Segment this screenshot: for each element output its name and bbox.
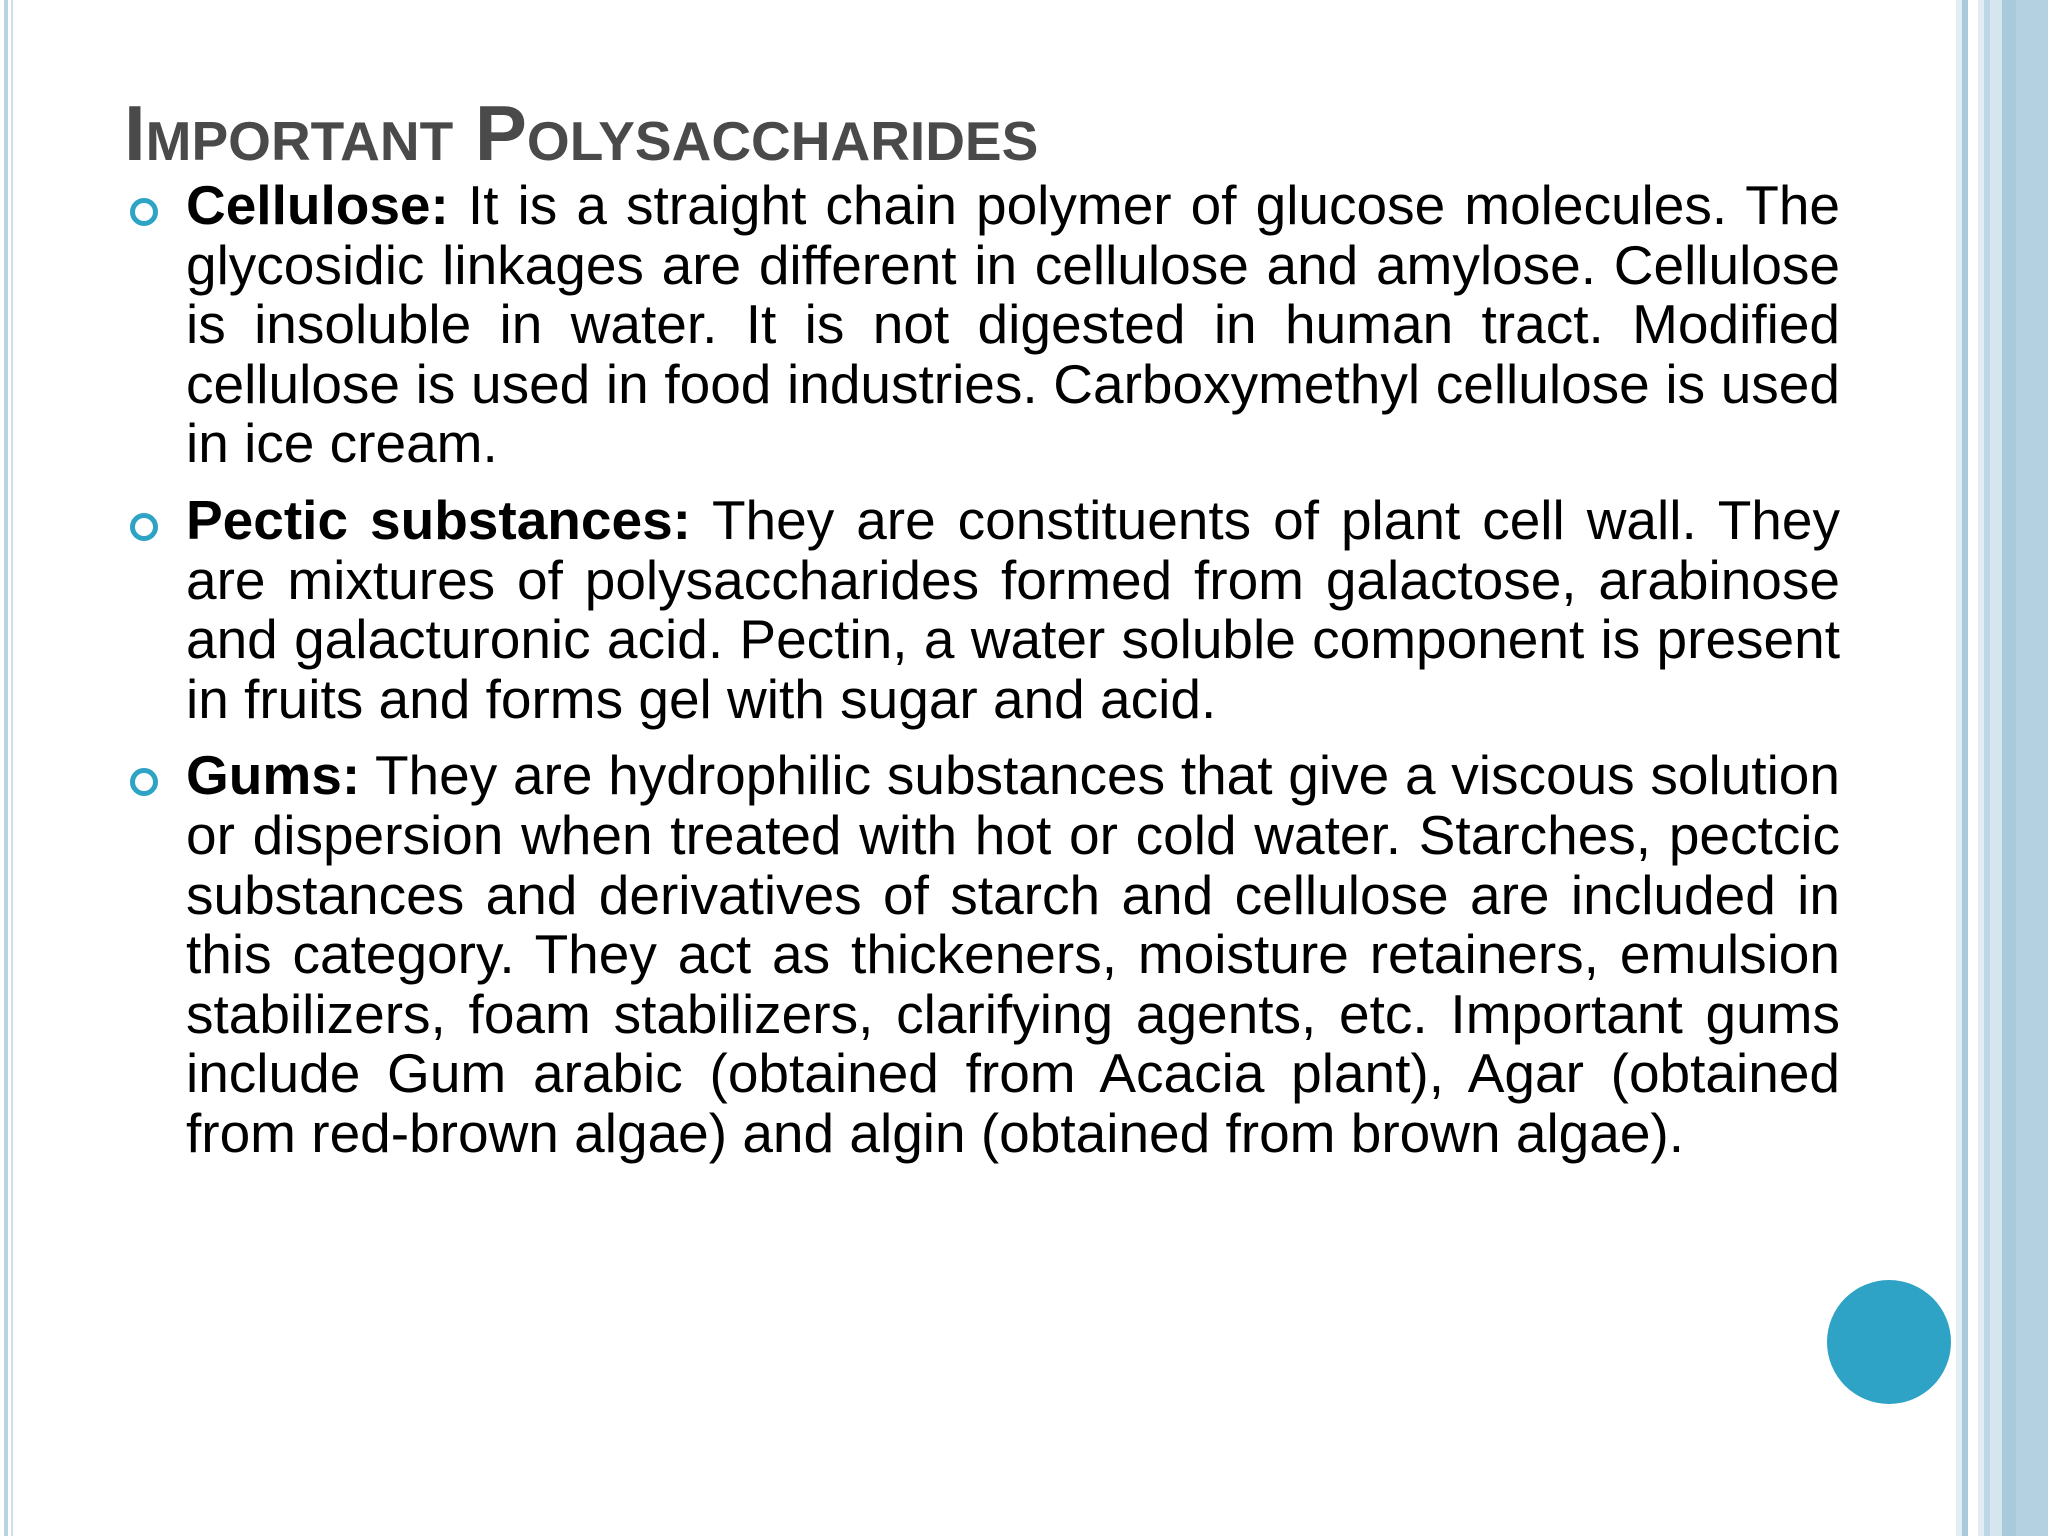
- stripe: [2016, 0, 2048, 1536]
- bullet-text: They are constituents of plant cell wall. They are mixtures of polysaccharides formed from galactose, arabinose and galacturonic acid. Pectin, a water soluble component is present in fruits and forms gel with sugar and acid.: [186, 488, 1840, 730]
- accent-circle: [1827, 1280, 1951, 1404]
- bullet-item-pectic-substances: [126, 488, 1840, 730]
- bullet-term: Pectic substances:: [186, 488, 691, 551]
- bullet-term: Cellulose:: [186, 174, 449, 236]
- stripe: [2002, 0, 2016, 1536]
- bullet-item-gums: [126, 746, 1840, 1163]
- bullet-text: It is a straight chain polymer of glucose molecules. The glycosidic linkages are different in cellulose and amylose. Cellulose is insoluble in water. It is not digested in human tract. Modified cellulose is used in food industries. Carboxymethyl cellulose is used in ice cream.: [186, 174, 1840, 475]
- bullet-text: They are hydrophilic substances that give a viscous solution or dispersion when treated with hot or cold water. Starches, pectcic substances and derivatives of starch and cellulose are included in this category. They act as thickeners, moisture retainers, emulsion stabilizers, foam stabilizers, clarifying agents, etc. Important gums include Gum arabic (obtained from Acacia plant), Agar (obtained from red-brown algae) and algin (obtained from brown algae).: [186, 744, 1840, 1164]
- bullet-circle-icon: [130, 768, 158, 796]
- left-border-line: [4, 0, 8, 1536]
- bullet-circle-icon: [130, 198, 158, 226]
- stripe: [1968, 0, 1978, 1536]
- slide-title: Important Polysaccharides: [124, 89, 1039, 177]
- bullet-term: Gums:: [186, 744, 361, 807]
- bullet-circle-icon: [130, 513, 158, 541]
- bullet-list: [126, 176, 1840, 1181]
- left-border-line-inner: [11, 0, 13, 1536]
- bullet-item-cellulose: [126, 176, 1840, 474]
- stripe: [1990, 0, 2002, 1536]
- right-decorative-stripes: [1956, 0, 2048, 1536]
